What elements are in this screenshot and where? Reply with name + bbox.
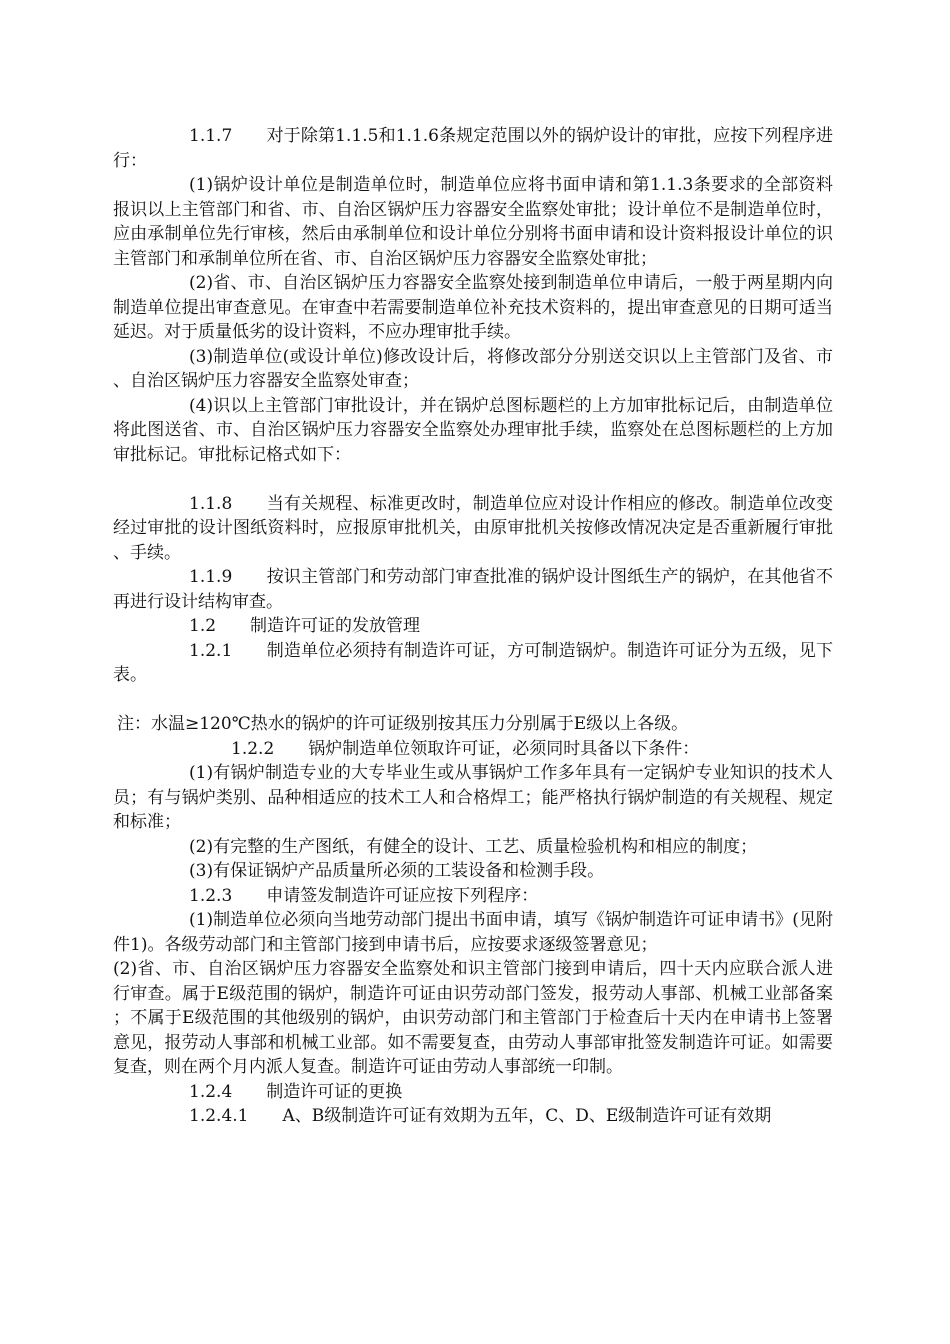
paragraph-condition-2: (2)有完整的生产图纸，有健全的设计、工艺、质量检验机构和相应的制度； [189,836,758,857]
document-body [113,124,833,1129]
section-heading-1-2-4: 1.2.4 制造许可证的更换 [189,1081,403,1102]
paragraph-1-1-9: 1.1.9 按识主管部门和劳动部门审查批准的锅炉设计图纸生产的锅炉，在其他省不再进行设计结构审查。 [113,567,833,612]
paragraph-condition-3: (3)有保证锅炉产品质量所必须的工装设备和检测手段。 [189,861,605,881]
blank-line [113,688,833,713]
paragraph-1-2-2: 1.2.2 锅炉制造单位领取许可证，必须同时具备以下条件： [231,738,700,759]
paragraph-1-1-8: 1.1.8 当有关规程、标准更改时，制造单位应对设计作相应的修改。制造单位改变经过审批的设计图纸资料时，应报原审批机关，由原审批机关按修改情况决定是否重新履行审批、手续。 [113,493,833,563]
table-note: 注：水温≥120℃热水的锅炉的许可证级别按其压力分别属于E级以上各级。 [117,714,689,734]
paragraph-1-2-3: 1.2.3 申请签发制造许可证应按下列程序： [189,885,539,906]
paragraph-procedure-1: (1)制造单位必须向当地劳动部门提出书面申请，填写《锅炉制造许可证申请书》(见附件1)。各级劳动部门和主管部门接到申请书后，应按要求逐级签署意见； [113,910,833,955]
paragraph-item-2: (2)省、市、自治区锅炉压力容器安全监察处接到制造单位申请后，一般于两星期内向制造单位提出审查意见。在审查中若需要制造单位补充技术资料的，提出审查意见的日期可适当延迟。对于质量低劣的设计资料，不应办理审批手续。 [113,273,833,342]
paragraph-item-4: (4)识以上主管部门审批设计，并在锅炉总图标题栏的上方加审批标记后，由制造单位将此图送省、市、自治区锅炉压力容器安全监察处办理审批手续，监察处在总图标题栏的上方加审批标记。审批标记格式如下： [113,395,833,465]
paragraph-condition-1: (1)有锅炉制造专业的大专毕业生或从事锅炉工作多年具有一定锅炉专业知识的技术人员；有与锅炉类别、品种相适应的技术工人和合格焊工；能严格执行锅炉制造的有关规程、规定和标准； [113,763,833,832]
section-heading-1-2: 1.2 制造许可证的发放管理 [189,616,421,636]
paragraph-item-3: (3)制造单位(或设计单位)修改设计后，将修改部分分别送交识以上主管部门及省、市、自治区锅炉压力容器安全监察处审查； [113,346,833,391]
blank-line [113,467,833,492]
paragraph-procedure-2: (2)省、市、自治区锅炉压力容器安全监察处和识主管部门接到申请后，四十天内应联合派人进行审查。属于E级范围的锅炉，制造许可证由识劳动部门签发，报劳动人事部、机械工业部备案；不属于E级范围的其他级别的锅炉，由识劳动部门和主管部门于检查后十天内在申请书上签署意见，报劳动人事部和机械工业部。如不需要复查，由劳动人事部审批签发制造许可证。如需要复查，则在两个月内派人复查。制造许可证由劳动人事部统一印制。 [113,959,833,1077]
paragraph-1-2-1: 1.2.1 制造单位必须持有制造许可证，方可制造锅炉。制造许可证分为五级，见下表。 [113,640,833,685]
paragraph-item-1: (1)锅炉设计单位是制造单位时，制造单位应将书面申请和第1.1.3条要求的全部资料报识以上主管部门和省、市、自治区锅炉压力容器安全监察处审批；设计单位不是制造单位时，应由承制单位先行审核，然后由承制单位和设计单位分别将书面申请和设计资料报设计单位的识主管部门和承制单位所在省、市、自治区锅炉压力容器安全监察处审批； [113,175,833,269]
paragraph-1-2-4-1: 1.2.4.1 A、B级制造许可证有效期为五年，C、D、E级制造许可证有效期 [189,1106,772,1126]
paragraph-1-1-7: 1.1.7 对于除第1.1.5和1.1.6条规定范围以外的锅炉设计的审批，应按下列程序进行： [113,126,833,171]
